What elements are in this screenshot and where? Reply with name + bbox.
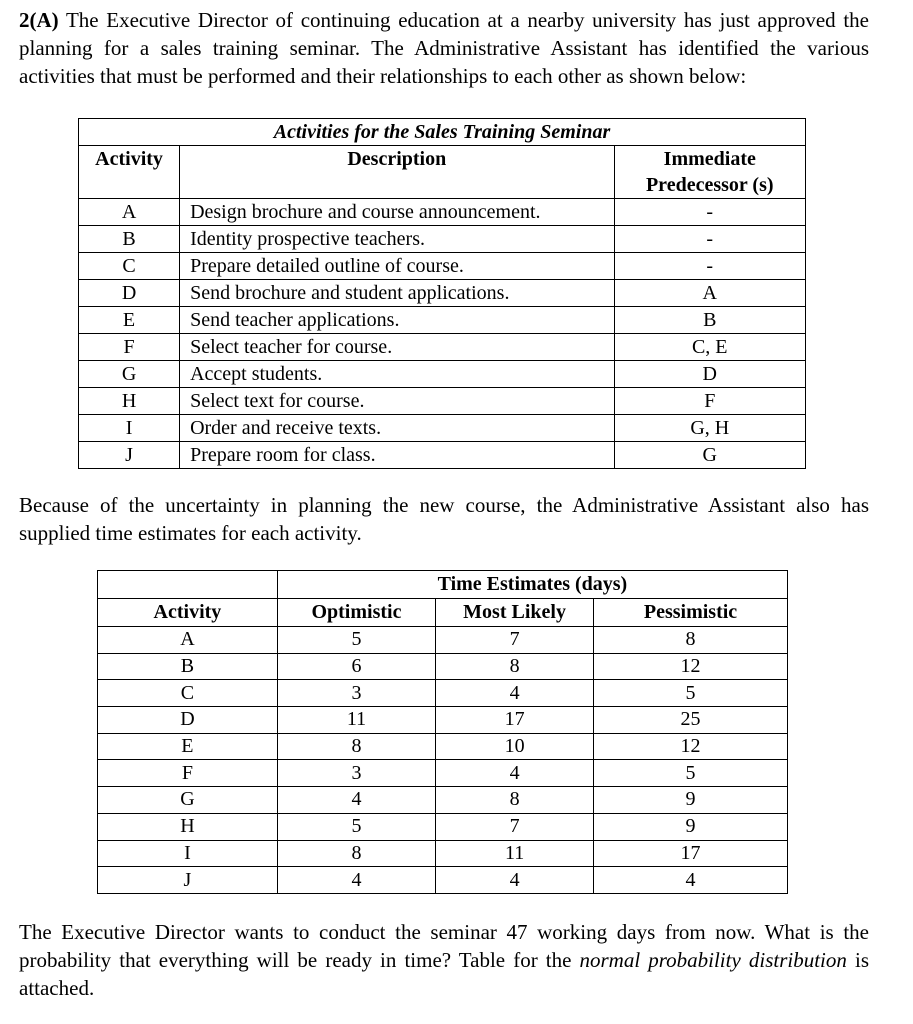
activity-id: D (98, 707, 278, 734)
most-likely-value: 7 (436, 627, 594, 654)
pessimistic-value: 9 (594, 813, 788, 840)
optimistic-value: 3 (277, 760, 435, 787)
activity-predecessor: F (614, 388, 805, 415)
activity-predecessor: G (614, 442, 805, 469)
activity-id: I (79, 415, 180, 442)
activity-id: C (98, 680, 278, 707)
activity-predecessor: A (614, 280, 805, 307)
table-row (98, 680, 788, 707)
activity-description: Prepare room for class. (180, 442, 614, 469)
optimistic-value: 8 (277, 733, 435, 760)
table-row (79, 226, 806, 253)
header-predecessor (614, 146, 805, 199)
optimistic-value: 6 (277, 653, 435, 680)
activity-id: D (79, 280, 180, 307)
intro-paragraph (19, 6, 869, 90)
activity-description: Accept students. (180, 361, 614, 388)
activity-description: Order and receive texts. (180, 415, 614, 442)
header-description: Description (180, 146, 614, 199)
activities-table (78, 118, 806, 469)
activity-predecessor: - (614, 226, 805, 253)
activity-id: J (98, 867, 278, 894)
pessimistic-value: 17 (594, 840, 788, 867)
activity-id: B (98, 653, 278, 680)
activity-predecessor: - (614, 253, 805, 280)
table-row (79, 415, 806, 442)
table-row (79, 442, 806, 469)
most-likely-value: 7 (436, 813, 594, 840)
activity-id: A (79, 199, 180, 226)
most-likely-value: 8 (436, 653, 594, 680)
activity-id: F (98, 760, 278, 787)
table-row (79, 280, 806, 307)
closing-text-end: is attached. (19, 948, 869, 1000)
table-row (79, 253, 806, 280)
table-row (79, 334, 806, 361)
pessimistic-value: 12 (594, 653, 788, 680)
header-activity: Activity (79, 146, 180, 199)
activity-description: Select text for course. (180, 388, 614, 415)
activity-description: Identity prospective teachers. (180, 226, 614, 253)
table-row (98, 627, 788, 654)
activity-id: A (98, 627, 278, 654)
table-row (79, 361, 806, 388)
question-label: 2(A) (19, 8, 59, 32)
header-empty-cell (98, 571, 278, 599)
pessimistic-value: 4 (594, 867, 788, 894)
closing-paragraph (19, 918, 869, 1002)
activity-description: Select teacher for course. (180, 334, 614, 361)
activity-id: B (79, 226, 180, 253)
most-likely-value: 4 (436, 867, 594, 894)
table-row (98, 813, 788, 840)
optimistic-value: 8 (277, 840, 435, 867)
time-estimates-table (97, 570, 788, 894)
optimistic-value: 3 (277, 680, 435, 707)
optimistic-value: 4 (277, 867, 435, 894)
pessimistic-value: 9 (594, 787, 788, 814)
table-row (98, 840, 788, 867)
time-table-group-header-row (98, 571, 788, 599)
header-predecessor-line2: Predecessor (s) (645, 174, 774, 196)
header-optimistic: Optimistic (277, 599, 435, 627)
pessimistic-value: 5 (594, 680, 788, 707)
most-likely-value: 4 (436, 680, 594, 707)
optimistic-value: 11 (277, 707, 435, 734)
intro-text: The Executive Director of continuing education at a nearby university has just approved the planning for a sales training seminar. The Administrative Assistant has identified the various activities that must be performed and their relationships to each other as shown below: (19, 8, 869, 88)
pessimistic-value: 5 (594, 760, 788, 787)
activities-table-title-row (79, 119, 806, 146)
activity-id: C (79, 253, 180, 280)
activities-table-header-row (79, 146, 806, 199)
most-likely-value: 11 (436, 840, 594, 867)
activities-table-title: Activities for the Sales Training Seminar (79, 119, 806, 146)
optimistic-value: 4 (277, 787, 435, 814)
activity-predecessor: G, H (614, 415, 805, 442)
activity-description: Design brochure and course announcement. (180, 199, 614, 226)
header-pessimistic: Pessimistic (594, 599, 788, 627)
most-likely-value: 17 (436, 707, 594, 734)
table-row (79, 388, 806, 415)
activity-description: Prepare detailed outline of course. (180, 253, 614, 280)
middle-paragraph: Because of the uncertainty in planning the new course, the Administrative Assistant also has supplied time estimates for each activity. (19, 493, 869, 545)
header-most-likely: Most Likely (436, 599, 594, 627)
table-row (98, 787, 788, 814)
header-predecessor-line1: Immediate (663, 148, 756, 170)
activity-predecessor: - (614, 199, 805, 226)
optimistic-value: 5 (277, 627, 435, 654)
header-activity: Activity (98, 599, 278, 627)
activity-id: H (79, 388, 180, 415)
table-row (98, 867, 788, 894)
activity-description: Send teacher applications. (180, 307, 614, 334)
optimistic-value: 5 (277, 813, 435, 840)
pessimistic-value: 8 (594, 627, 788, 654)
activity-id: E (98, 733, 278, 760)
activity-id: I (98, 840, 278, 867)
table-row (98, 733, 788, 760)
time-table-header-row (98, 599, 788, 627)
activity-predecessor: C, E (614, 334, 805, 361)
activity-description: Send brochure and student applications. (180, 280, 614, 307)
activity-id: F (79, 334, 180, 361)
table-row (98, 760, 788, 787)
table-row (98, 653, 788, 680)
table-row (98, 707, 788, 734)
most-likely-value: 8 (436, 787, 594, 814)
activity-predecessor: D (614, 361, 805, 388)
table-row (79, 307, 806, 334)
header-time-estimates: Time Estimates (days) (277, 571, 787, 599)
activity-id: J (79, 442, 180, 469)
pessimistic-value: 12 (594, 733, 788, 760)
activity-id: G (79, 361, 180, 388)
activity-id: E (79, 307, 180, 334)
activity-predecessor: B (614, 307, 805, 334)
table-row (79, 199, 806, 226)
pessimistic-value: 25 (594, 707, 788, 734)
most-likely-value: 4 (436, 760, 594, 787)
most-likely-value: 10 (436, 733, 594, 760)
activity-id: H (98, 813, 278, 840)
activity-id: G (98, 787, 278, 814)
closing-text: The Executive Director wants to conduct the seminar 47 working days from now. What is the probability that everything will be ready in time? Table for the (19, 920, 869, 972)
closing-italic-text: normal probability distribution (579, 948, 847, 972)
